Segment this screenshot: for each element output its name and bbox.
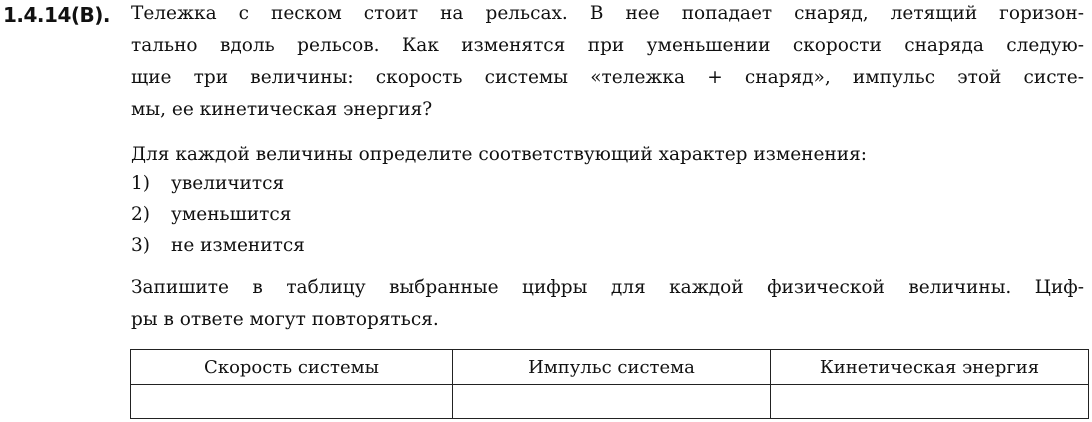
answer-table — [130, 349, 1089, 419]
header-momentum: Импульс система — [453, 350, 771, 385]
option-item — [131, 173, 284, 194]
answer-cell-kinetic-energy[interactable] — [771, 385, 1089, 419]
answer-instruction-line: ры в ответе могут повторяться. — [131, 309, 439, 330]
answer-table-header-row — [131, 350, 1089, 385]
option-label: увеличится — [171, 173, 285, 194]
answer-table-input-row — [131, 385, 1089, 419]
option-number: 3) — [131, 235, 150, 256]
problem-text-line: Тележка с песком стоит на рельсах. В нее попадает снаряд, летящий горизон- — [131, 3, 1084, 24]
answer-instruction-line: Запишите в таблицу выбранные цифры для каждой физической величины. Циф- — [131, 277, 1084, 298]
header-speed: Скорость системы — [131, 350, 453, 385]
problem-text-line: тально вдоль рельсов. Как изменятся при уменьшении скорости снаряда следую- — [131, 35, 1084, 56]
problem-number: 1.4.14(B). — [3, 3, 110, 27]
instruction-text: Для каждой величины определите соответствующий характер изменения: — [131, 144, 867, 165]
answer-cell-momentum[interactable] — [453, 385, 771, 419]
option-label: не изменится — [171, 235, 305, 256]
option-item — [131, 235, 305, 256]
problem-text-line: щие три величины: скорость системы «тележка + снаряд», импульс этой систе- — [131, 67, 1084, 88]
option-label: уменьшится — [171, 204, 292, 225]
option-number: 2) — [131, 204, 150, 225]
answer-cell-speed[interactable] — [131, 385, 453, 419]
header-kinetic-energy: Кинетическая энергия — [771, 350, 1089, 385]
option-item — [131, 204, 291, 225]
option-number: 1) — [131, 173, 150, 194]
problem-text-line: мы, ее кинетическая энергия? — [131, 99, 433, 120]
